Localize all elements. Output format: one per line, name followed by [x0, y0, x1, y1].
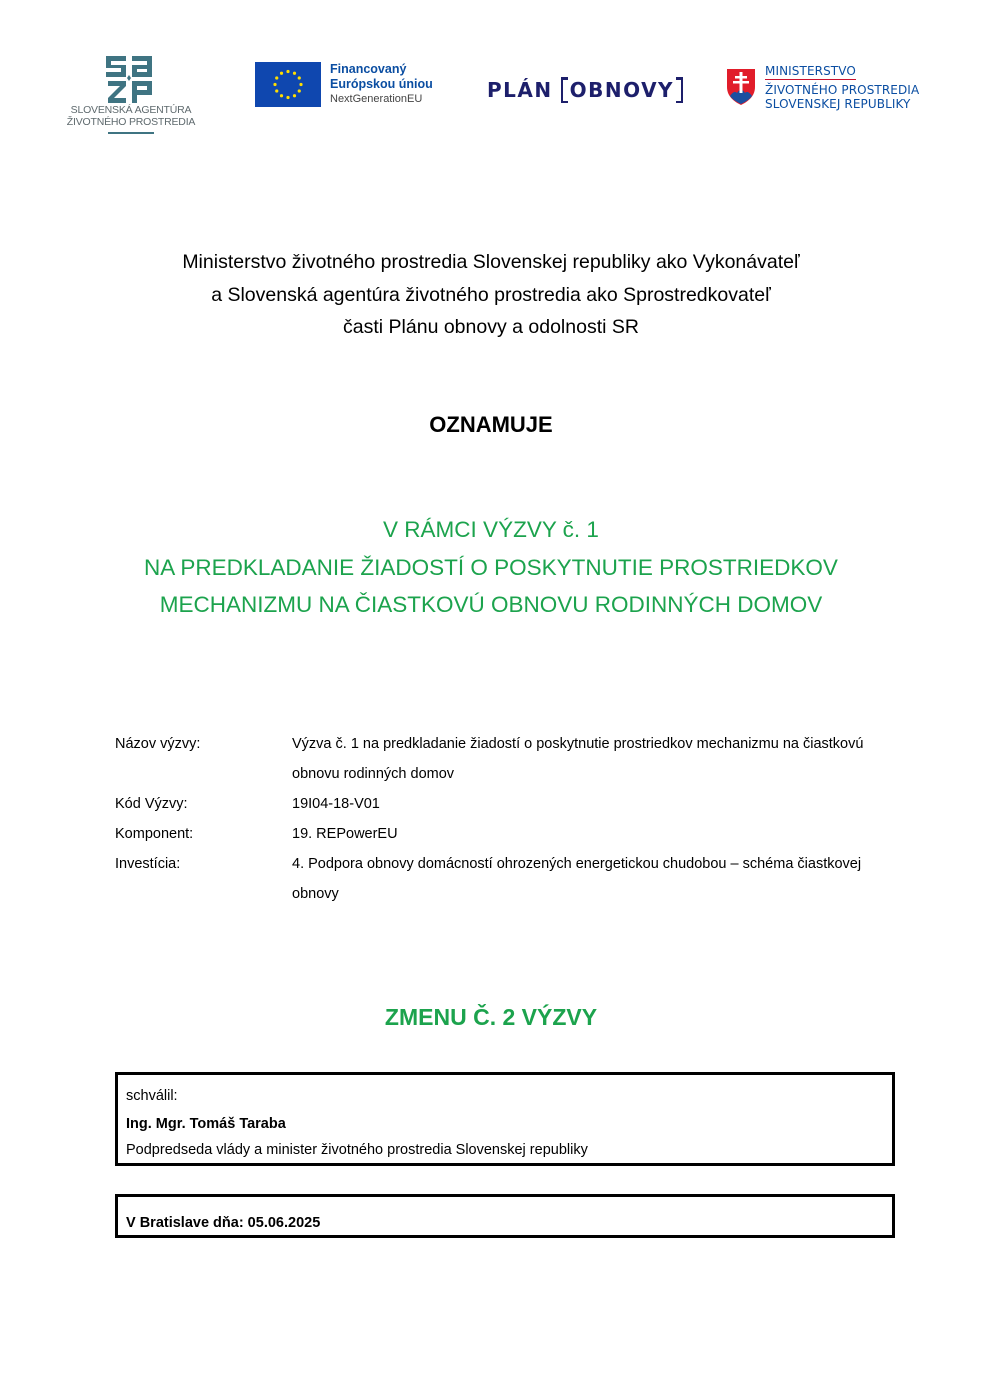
- info-value-cont: obnovy: [292, 886, 339, 902]
- bracket-left-icon: [561, 77, 568, 103]
- eu-star-icon: [298, 89, 301, 92]
- announce-heading: OZNAMUJE: [429, 412, 553, 437]
- eu-star-icon: [286, 96, 289, 99]
- eu-line1: Financovaný: [330, 62, 407, 76]
- info-row-component: [115, 819, 895, 849]
- plan-obnovy-logo: [487, 74, 683, 106]
- approver-role: Podpredseda vlády a minister životného prostredia Slovenskej republiky: [126, 1142, 588, 1158]
- info-row-name: [115, 729, 895, 789]
- bracket-right-icon: [676, 77, 683, 103]
- info-label: Kód Výzvy:: [115, 796, 188, 812]
- call-info-table: [115, 729, 895, 909]
- eu-star-icon: [273, 83, 276, 86]
- obnovy-word: OBNOVY: [569, 78, 675, 102]
- info-label: Komponent:: [115, 826, 194, 842]
- eu-funding-logo: [255, 62, 455, 110]
- sazp-logo: [56, 52, 206, 142]
- eu-star-icon: [280, 94, 283, 97]
- intro-line1: Ministerstvo životného prostredia Slovenskej republiky ako Vykonávateľ: [182, 251, 800, 273]
- approver-name: Ing. Mgr. Tomáš Taraba: [126, 1116, 286, 1132]
- call-title-line2: NA PREDKLADANIE ŽIADOSTÍ O POSKYTNUTIE PROSTRIEDKOV: [144, 554, 838, 580]
- plan-word: PLÁN: [487, 78, 553, 102]
- eu-star-icon: [275, 89, 278, 92]
- sazp-line2: ŽIVOTNÉHO PROSTREDIA: [66, 116, 196, 128]
- approval-box: [115, 1072, 895, 1166]
- call-title: [0, 511, 982, 624]
- info-row-code: [115, 789, 895, 819]
- ministry-logo: [724, 64, 944, 120]
- eu-star-icon: [298, 76, 301, 79]
- info-label: Investícia:: [115, 856, 181, 872]
- eu-line2: Európskou úniou: [330, 77, 433, 91]
- eu-star-icon: [275, 76, 278, 79]
- sazp-mark-icon: [104, 54, 156, 104]
- intro-line2: a Slovenská agentúra životného prostredia ako Sprostredkovateľ: [211, 283, 771, 306]
- date-box: [115, 1194, 895, 1238]
- date-line: V Bratislave dňa: 05.06.2025: [126, 1215, 321, 1231]
- info-value: Výzva č. 1 na predkladanie žiadostí o poskytnutie prostriedkov mechanizmu na čiastkovú: [292, 736, 864, 752]
- slovak-coat-of-arms-icon: [726, 68, 756, 106]
- eu-star-icon: [293, 94, 296, 97]
- amendment-title: ZMENU Č. 2 VÝZVY: [384, 1004, 598, 1030]
- eu-star-icon: [293, 72, 296, 75]
- info-value: 19I04-18-V01: [292, 796, 380, 812]
- ministry-line1: MINISTERSTVO: [765, 64, 856, 78]
- info-label: Názov výzvy:: [115, 736, 201, 752]
- info-value: 19. REPowerEU: [292, 826, 398, 842]
- ministry-line2: ŽIVOTNÉHO PROSTREDIA: [765, 83, 920, 97]
- ministry-line3: SLOVENSKEJ REPUBLIKY: [765, 97, 911, 111]
- sazp-logo-text: [56, 104, 206, 128]
- eu-flag-icon: [255, 62, 321, 107]
- info-row-investment: [115, 849, 895, 909]
- info-value-cont: obnovu rodinných domov: [292, 766, 455, 782]
- approval-label: schválil:: [126, 1088, 178, 1104]
- eu-star-icon: [299, 83, 302, 86]
- eu-line3: NextGenerationEU: [330, 93, 423, 105]
- intro-line3: časti Plánu obnovy a odolnosti SR: [343, 316, 639, 338]
- eu-star-icon: [280, 72, 283, 75]
- eu-star-icon: [286, 70, 289, 73]
- sazp-underline: [108, 132, 154, 134]
- sazp-line1: SLOVENSKÁ AGENTÚRA: [70, 104, 192, 116]
- call-title-line1: V RÁMCI VÝZVY č. 1: [383, 517, 599, 542]
- intro-paragraph: [0, 246, 982, 344]
- call-title-line3: MECHANIZMU NA ČIASTKOVÚ OBNOVU RODINNÝCH DOMOV: [159, 592, 823, 617]
- info-value: 4. Podpora obnovy domácností ohrozených energetickou chudobou – schéma čiastkovej: [292, 856, 862, 872]
